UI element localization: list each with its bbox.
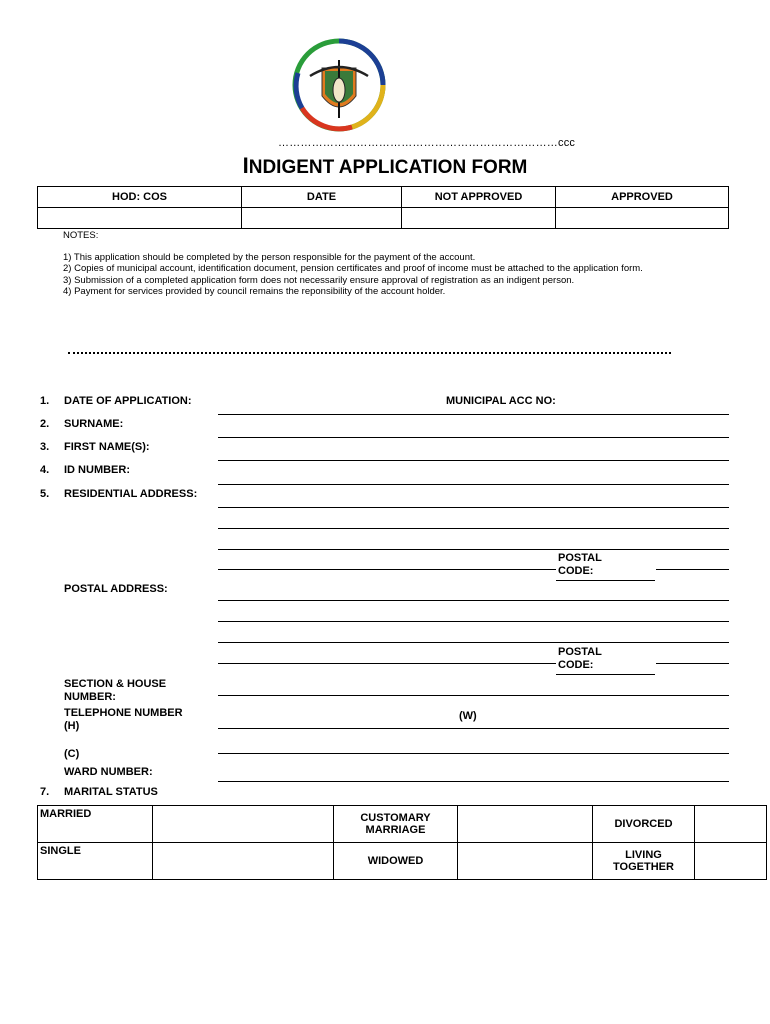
- page-title: INDIGENT APPLICATION FORM: [242, 153, 528, 178]
- single-checkbox-cell[interactable]: [153, 843, 334, 880]
- divorced-checkbox-cell[interactable]: [695, 806, 767, 843]
- item-number: 2.: [40, 418, 50, 430]
- column-header-hod-cos: HOD: COS: [38, 187, 242, 208]
- approval-table: [37, 186, 729, 229]
- postal-address-line[interactable]: [218, 642, 729, 643]
- note-item: 3) Submission of a completed application form does not necessarily ensure approval of registration as an indigent person.: [63, 274, 575, 286]
- marital-status-label: MARITAL STATUS: [64, 786, 158, 798]
- postal-address-line[interactable]: [218, 621, 729, 622]
- postal-code-label: POSTAL CODE:: [558, 646, 602, 671]
- note-item: 2) Copies of municipal account, identification document, pension certificates and proof of income must be attached to the application form.: [63, 263, 643, 275]
- postal-address-line[interactable]: [218, 600, 729, 601]
- residential-address-line[interactable]: [218, 507, 729, 508]
- column-header-date: DATE: [242, 187, 402, 208]
- telephone-number-label: TELEPHONE NUMBER (H): [64, 707, 183, 732]
- divorced-label: DIVORCED: [593, 806, 695, 843]
- surname-label: SURNAME:: [64, 418, 124, 430]
- notes-section: [63, 230, 643, 297]
- residential-address-line[interactable]: [218, 569, 556, 570]
- section-house-number-label: SECTION & HOUSE NUMBER:: [64, 678, 167, 703]
- reference-number-line: …………………………………………………………………ccc: [278, 137, 576, 149]
- work-phone-label: (W): [459, 710, 477, 722]
- date-of-application-label: DATE OF APPLICATION:: [64, 395, 192, 407]
- living-together-label: LIVING TOGETHER: [593, 843, 695, 880]
- approved-cell[interactable]: [556, 208, 729, 229]
- column-header-approved: APPROVED: [556, 187, 729, 208]
- section-house-number-line[interactable]: [218, 695, 729, 696]
- marital-status-table: [37, 805, 767, 880]
- residential-address-line[interactable]: [218, 528, 729, 529]
- id-number-line[interactable]: [218, 484, 729, 485]
- residential-address-label: RESIDENTIAL ADDRESS:: [64, 488, 198, 500]
- married-option-label: MARRIED: [38, 806, 153, 843]
- widowed-checkbox-cell[interactable]: [458, 843, 593, 880]
- hod-cos-cell[interactable]: [38, 208, 242, 229]
- widowed-label: WIDOWED: [334, 843, 458, 880]
- date-cell[interactable]: [242, 208, 402, 229]
- cell-phone-line[interactable]: [218, 753, 729, 754]
- item-number: 1.: [40, 395, 50, 407]
- postal-code-line[interactable]: [556, 674, 655, 675]
- surname-line[interactable]: [218, 437, 729, 438]
- item-number: 7.: [40, 786, 50, 798]
- residential-address-line[interactable]: [218, 549, 729, 550]
- postal-address-line[interactable]: [218, 663, 556, 664]
- living-together-checkbox-cell[interactable]: [695, 843, 767, 880]
- municipal-crest-logo: [292, 38, 386, 132]
- postal-code-line[interactable]: [556, 580, 655, 581]
- item-number: 4.: [40, 464, 50, 476]
- dotted-separator: [68, 352, 671, 354]
- note-item: 1) This application should be completed by the person responsible for the payment of the account.: [63, 252, 476, 264]
- ward-number-label: WARD NUMBER:: [64, 766, 153, 778]
- not-approved-cell[interactable]: [402, 208, 556, 229]
- municipal-acc-label: MUNICIPAL ACC NO:: [446, 395, 556, 407]
- notes-heading: NOTES:: [63, 230, 99, 241]
- customary-marriage-checkbox-cell[interactable]: [458, 806, 593, 843]
- id-number-label: ID NUMBER:: [64, 464, 130, 476]
- postal-code-line[interactable]: [656, 663, 729, 664]
- single-option-label: SINGLE: [38, 843, 153, 880]
- ward-number-line[interactable]: [218, 781, 729, 782]
- application-date-line[interactable]: [218, 414, 729, 415]
- married-checkbox-cell[interactable]: [153, 806, 334, 843]
- item-number: 5.: [40, 488, 50, 500]
- first-names-line[interactable]: [218, 460, 729, 461]
- column-header-not-approved: NOT APPROVED: [402, 187, 556, 208]
- cell-phone-label: (C): [64, 748, 80, 760]
- note-item: 4) Payment for services provided by council remains the reponsibility of the account holder.: [63, 285, 446, 297]
- postal-address-label: POSTAL ADDRESS:: [64, 583, 168, 595]
- telephone-line[interactable]: [218, 728, 729, 729]
- customary-marriage-label: CUSTOMARY MARRIAGE: [334, 806, 458, 843]
- item-number: 3.: [40, 441, 50, 453]
- postal-code-label: POSTAL CODE:: [558, 552, 602, 577]
- first-names-label: FIRST NAME(S):: [64, 441, 150, 453]
- postal-code-line[interactable]: [656, 569, 729, 570]
